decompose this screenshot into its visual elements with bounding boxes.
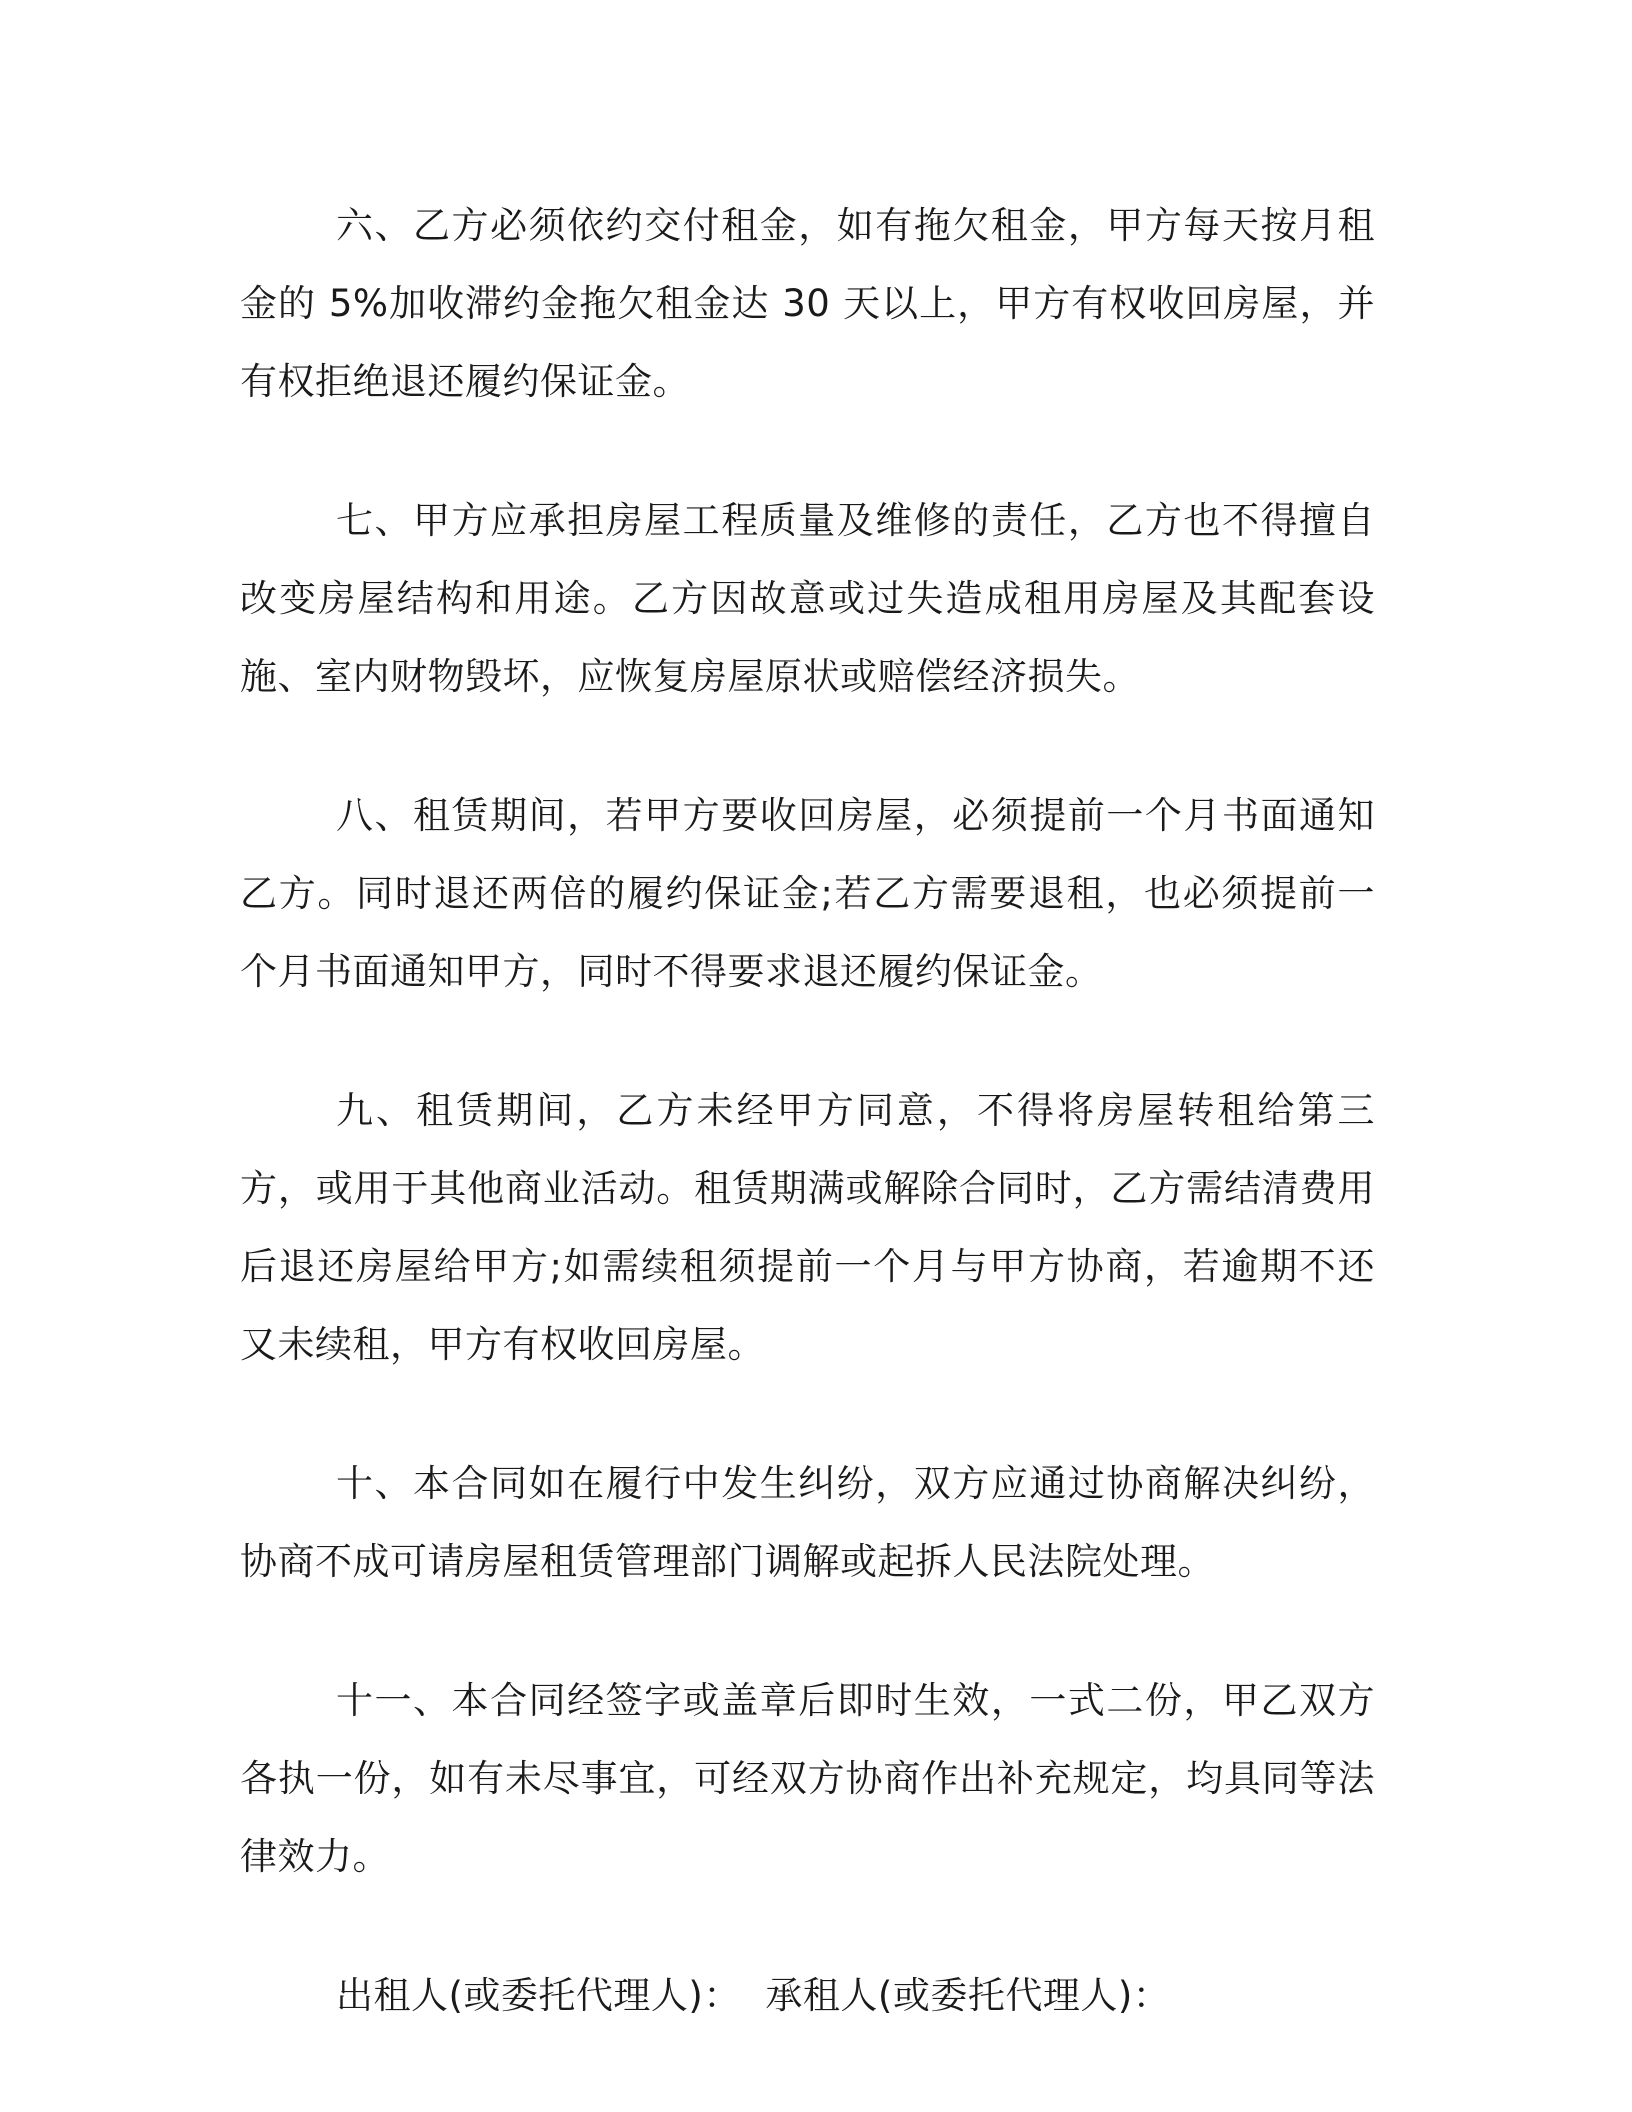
contract-body — [240, 187, 1375, 2035]
signature-line: 出租人(或委托代理人)： 承租人(或委托代理人)： — [336, 1974, 1171, 2017]
clause-9: 九、租赁期间，乙方未经甲方同意，不得将房屋转租给第三方，或用于其他商业活动。租赁期满或解除合同时，乙方需结清费用后退还房屋给甲方;如需续租须提前一个月与甲方协商，若逾期不还又未续租，甲方有权收回房屋。 — [240, 1089, 1375, 1366]
clause-10: 十、本合同如在履行中发生纠纷，双方应通过协商解决纠纷，协商不成可请房屋租赁管理部门调解或起拆人民法院处理。 — [240, 1462, 1375, 1583]
clause-7: 七、甲方应承担房屋工程质量及维修的责任，乙方也不得擅自改变房屋结构和用途。乙方因故意或过失造成租用房屋及其配套设施、室内财物毁坏，应恢复房屋原状或赔偿经济损失。 — [240, 499, 1375, 698]
clause-6: 六、乙方必须依约交付租金，如有拖欠租金，甲方每天按月租金的 5%加收滞约金拖欠租金达 30 天以上，甲方有权收回房屋，并有权拒绝退还履约保证金。 — [240, 204, 1375, 403]
clause-11: 十一、本合同经签字或盖章后即时生效，一式二份，甲乙双方各执一份，如有未尽事宜，可经双方协商作出补充规定，均具同等法律效力。 — [240, 1679, 1375, 1878]
clause-8: 八、租赁期间，若甲方要收回房屋，必须提前一个月书面通知乙方。同时退还两倍的履约保证金;若乙方需要退租，也必须提前一个月书面通知甲方，同时不得要求退还履约保证金。 — [240, 794, 1375, 993]
